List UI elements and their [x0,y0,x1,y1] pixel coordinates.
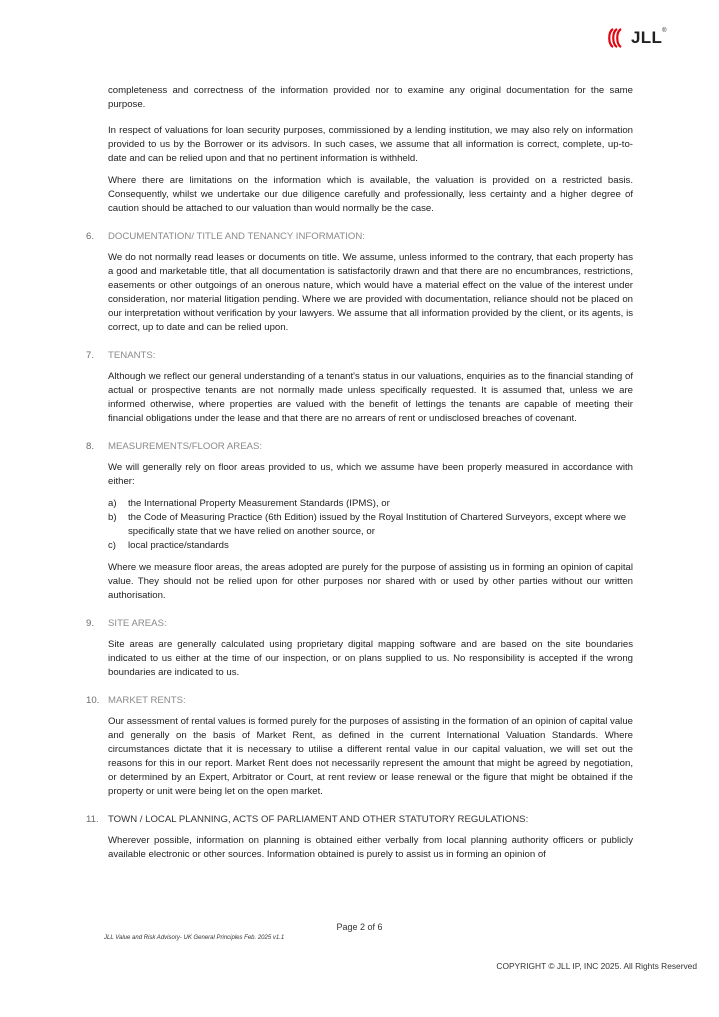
section-heading [86,694,633,708]
section-paragraph: Where we measure floor areas, the areas adopted are purely for the purpose of assisting us in forming an opinion of capital value. They should not be relied upon for other purposes nor shared with or used by other parties without our written authorisation. [108,562,633,601]
list-item-text: the International Property Measurement Standards (IPMS), or [128,498,390,509]
page-number: Page 2 of 6 [336,922,383,932]
section-title: TENANTS: [108,350,156,361]
section-number: 7. [86,350,95,361]
section-number: 6. [86,231,95,242]
section-heading [86,813,633,827]
section-title: DOCUMENTATION/ TITLE AND TENANCY INFORMATION: [108,231,365,242]
document-reference: JLL Value and Risk Advisory- UK General Principles Feb. 2025 v1.1 [104,935,285,941]
section-title: SITE AREAS: [108,618,167,629]
section-heading [86,349,633,363]
jll-logo [607,27,667,49]
section-paragraph: We do not normally read leases or documents on title. We assume, unless informed to the contrary, that each property has a good and marketable title, that all documentation is satisfactorily drawn and that there are no encumbrances, restrictions, easements or other outgoings of an onerous nature, which would have a material effect on the value of the interest under consideration, nor material litigation pending. Where we are provided with documentation, reliance should not be placed on our interpretation without verification by your lawyers. We assume that all information provided by the client, or its agents, is correct, up to date and can be relied upon. [108,252,633,333]
intro-paragraph: In respect of valuations for loan security purposes, commissioned by a lending institution, we may also rely on information provided to us by the Borrower or its advisors. In such cases, we assume that all information is correct, complete, up-to-date and can be relied upon and that no pertinent information is withheld. [108,125,633,164]
section-paragraph: We will generally rely on floor areas provided to us, which we assume have been properly measured in accordance with either: [108,462,633,487]
section-paragraph: Wherever possible, information on planning is obtained either verbally from local planning authority officers or publicly available electronic or other sources. Information obtained is purely to assist us in forming an opinion of [108,835,633,860]
section-number: 8. [86,441,95,452]
list-item [108,497,633,511]
jll-logo-icon [607,27,627,49]
list-item-label: a) [108,498,117,509]
measurement-list [108,497,633,553]
list-item-label: c) [108,540,116,551]
logo-text: JLL® [631,28,667,47]
section-heading [86,440,633,454]
section-paragraph: Site areas are generally calculated using proprietary digital mapping software and are based on the site boundaries indicated to us either at the time of our inspection, or on plans supplied to us. No responsibility is accepted if the wrong boundaries are indicated to us. [108,639,633,678]
list-item-label: b) [108,512,117,523]
section-title: MARKET RENTS: [108,695,186,706]
section-title: TOWN / LOCAL PLANNING, ACTS OF PARLIAMENT AND OTHER STATUTORY REGULATIONS: [108,814,529,825]
list-item [108,539,633,553]
list-item [108,511,633,539]
intro-paragraph: completeness and correctness of the information provided nor to examine any original documentation for the same purpose. [108,85,633,110]
section-heading [86,230,633,244]
section-number: 9. [86,618,95,629]
document-body [86,84,633,870]
section-paragraph: Although we reflect our general understanding of a tenant's status in our valuations, enquiries as to the financial standing of actual or prospective tenants are not normally made unless specifically requested. It is assumed that, unless we are informed otherwise, where properties are valued with the benefit of lettings the tenants are capable of meeting their financial obligations under the lease and that there are no arrears of rent or undisclosed breaches of covenant. [108,371,633,424]
list-item-text: the Code of Measuring Practice (6th Edition) issued by the Royal Institution of Chartered Surveyors, except where we specifically state that we have relied on another source, or [128,512,627,537]
section-number: 11. [86,814,99,825]
copyright-notice: COPYRIGHT © JLL IP, INC 2025. All Rights Reserved [496,961,697,971]
list-item-text: local practice/standards [128,540,229,551]
intro-paragraph: Where there are limitations on the information which is available, the valuation is provided on a restricted basis. Consequently, whilst we undertake our due diligence carefully and professionally, less certainty and a higher degree of caution should be attached to our valuation than would normally be the case. [108,175,633,214]
section-title: MEASUREMENTS/FLOOR AREAS: [108,441,263,452]
section-paragraph: Our assessment of rental values is formed purely for the purposes of assisting in the formation of an opinion of capital value and generally on the basis of Market Rent, as defined in the current International Valuation Standards. Where circumstances dictate that it is necessary to utilise a different rental value in our capital valuation, we will set out the reasons for this in our report. Market Rent does not necessarily represent the amount that might be agreed by negotiation, or determined by an Expert, Arbitrator or Court, at rent review or lease renewal or the figure that might be obtained if the property or unit were being let on the open market. [108,716,633,797]
section-number: 10. [86,695,100,706]
section-heading [86,617,633,631]
